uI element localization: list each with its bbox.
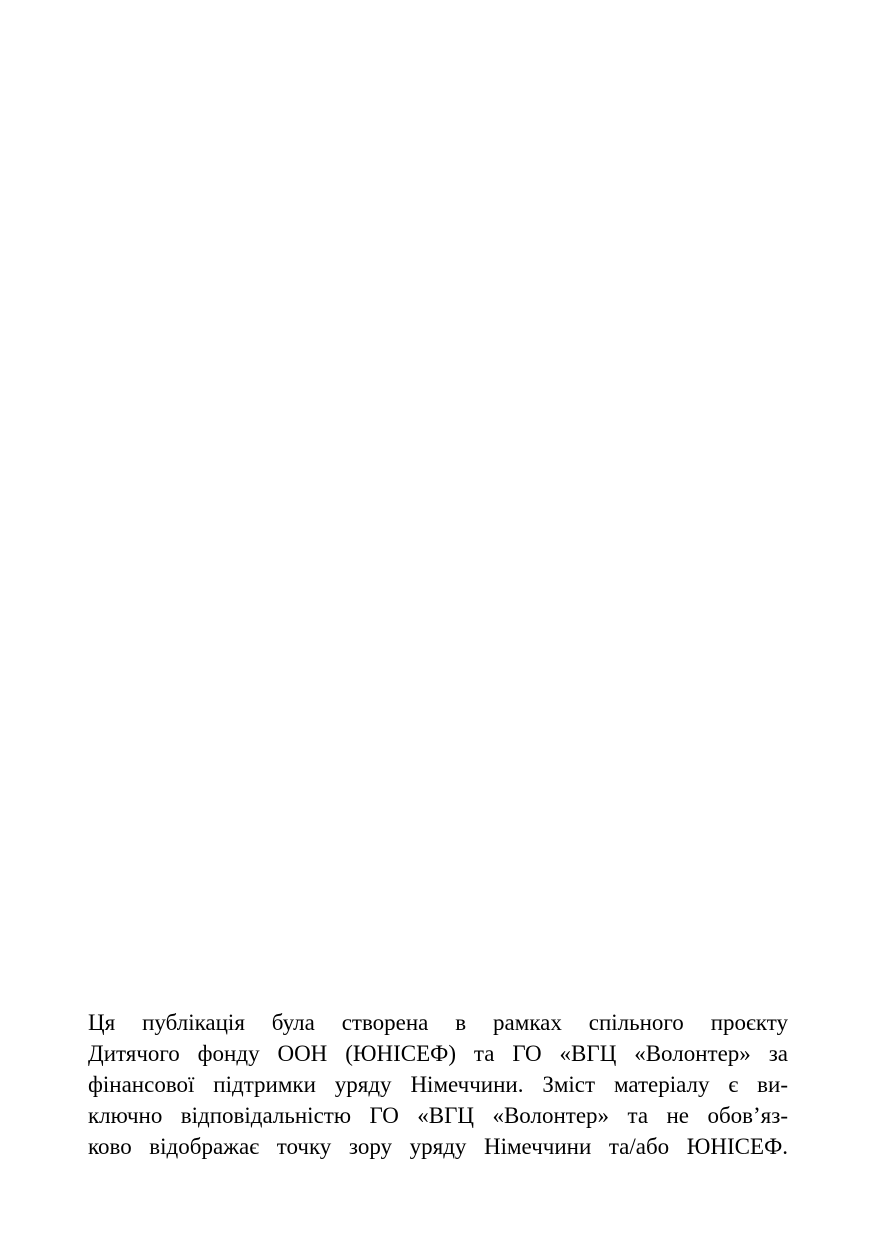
disclaimer-line: Дитячого фонду ООН (ЮНІСЕФ) та ГО «ВГЦ «Волонтер» за — [88, 1041, 788, 1066]
disclaimer-line: ключно відповідальністю ГО «ВГЦ «Волонтер» та не обовʼяз- — [88, 1103, 788, 1128]
disclaimer-line: Ця публікація була створена в рамках спільного проєкту — [88, 1010, 788, 1035]
disclaimer-line: фінансової підтримки уряду Німеччини. Зміст матеріалу є ви- — [88, 1072, 788, 1097]
disclaimer-line: ково відображає точку зору уряду Німеччини та/або ЮНІСЕФ. — [88, 1134, 788, 1159]
disclaimer-paragraph — [88, 1007, 788, 1162]
